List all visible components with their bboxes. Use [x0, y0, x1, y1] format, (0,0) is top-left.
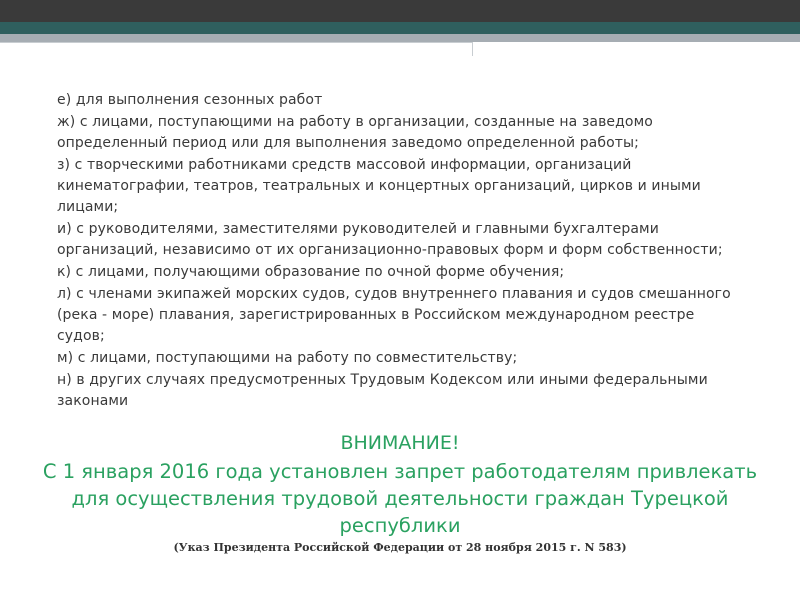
decorative-line-tick [472, 42, 473, 56]
list-item: н) в других случаях предусмотренных Трудовым Кодексом или иными федеральными законами [57, 372, 708, 409]
notice-heading: ВНИМАНИЕ! [340, 432, 460, 454]
decree-reference: (Указ Президента Российской Федерации от 28 ноября 2015 г. N 583) [173, 541, 627, 554]
header-light-stripe [0, 34, 800, 42]
list-item: к) с лицами, получающими образование по очной форме обучения; [57, 264, 565, 280]
header-teal-stripe [0, 22, 800, 34]
list-item: е) для выполнения сезонных работ [57, 92, 323, 108]
list-item: и) с руководителями, заместителями руководителей и главными бухгалтерами организаций, независимо от их организационно-правовых форм и форм собственности; [57, 221, 723, 258]
list-item: ж) с лицами, поступающими на работу в организации, созданные на заведомо определенный период или для выполнения заведомо определенной работы; [57, 114, 653, 151]
list-item: л) с членами экипажей морских судов, судов внутреннего плавания и судов смешанного (река - море) плавания, зарегистрированных в Российском международном реестре судов; [57, 286, 731, 344]
decorative-line [0, 42, 472, 43]
list-item: з) с творческими работниками средств массовой информации, организаций кинематографии, театров, театральных и концертных организаций, цирков и иными лицами; [57, 157, 701, 215]
list-item: м) с лицами, поступающими на работу по совместительству; [57, 350, 518, 366]
notice-text: С 1 января 2016 года установлен запрет работодателям привлекать для осуществления трудовой деятельности граждан Турецкой республики [42, 460, 758, 537]
item-list [57, 90, 737, 413]
warning-notice [30, 430, 770, 539]
header-dark-band [0, 0, 800, 22]
